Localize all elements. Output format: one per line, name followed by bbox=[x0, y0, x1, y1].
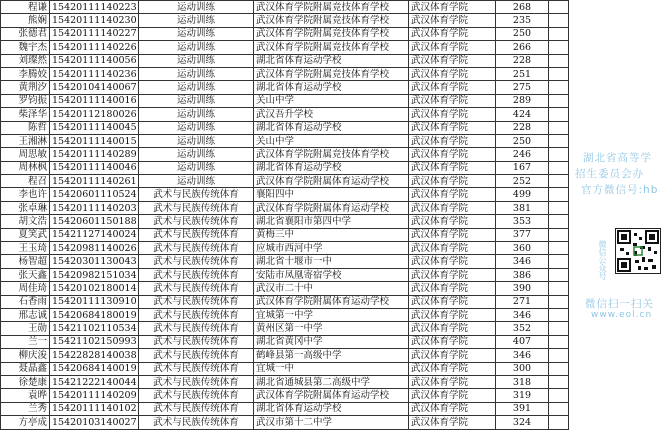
sport-program: 运动训练 bbox=[139, 161, 254, 174]
student-name: 王湘淋 bbox=[1, 134, 50, 147]
empty-cell bbox=[549, 255, 569, 268]
exam-number: 15420111140209 bbox=[50, 389, 139, 402]
sport-program: 武术与民族传统体育 bbox=[139, 228, 254, 241]
total-score: 268 bbox=[496, 1, 549, 14]
total-score: 391 bbox=[496, 402, 549, 415]
empty-cell bbox=[549, 148, 569, 161]
school-name: 湖北省体育运动学校 bbox=[254, 54, 409, 67]
exam-number: 15421127140024 bbox=[50, 228, 139, 241]
sport-program: 运动训练 bbox=[139, 121, 254, 134]
empty-cell bbox=[549, 402, 569, 415]
total-score: 167 bbox=[496, 161, 549, 174]
empty-cell bbox=[549, 362, 569, 375]
sport-program: 武术与民族传统体育 bbox=[139, 362, 254, 375]
sport-program: 武术与民族传统体育 bbox=[139, 255, 254, 268]
table-row bbox=[1, 416, 569, 429]
exam-site: 武汉体育学院 bbox=[409, 308, 496, 321]
student-name: 兰一 bbox=[1, 335, 50, 348]
exam-number: 15420111130910 bbox=[50, 295, 139, 308]
sport-program: 武术与民族传统体育 bbox=[139, 308, 254, 321]
student-name: 聂晶鑫 bbox=[1, 362, 50, 375]
exam-site: 武汉体育学院 bbox=[409, 295, 496, 308]
exam-site: 武汉体育学院 bbox=[409, 134, 496, 147]
sport-program: 运动训练 bbox=[139, 41, 254, 54]
student-name: 兰秀 bbox=[1, 402, 50, 415]
table-row bbox=[1, 255, 569, 268]
exam-number: 15420111140230 bbox=[50, 14, 139, 27]
exam-number: 15420112180026 bbox=[50, 108, 139, 121]
empty-cell bbox=[549, 335, 569, 348]
exam-number: 15420111140046 bbox=[50, 161, 139, 174]
school-name: 湖北省十堰市一中 bbox=[254, 255, 409, 268]
exam-number: 15421102110534 bbox=[50, 322, 139, 335]
table-row bbox=[1, 54, 569, 67]
school-name: 武汉体育学院附属体育运动学校 bbox=[254, 295, 409, 308]
table-row bbox=[1, 268, 569, 281]
table-row bbox=[1, 242, 569, 255]
empty-cell bbox=[549, 108, 569, 121]
school-name: 武汉体育学院附属竞技体育学校 bbox=[254, 41, 409, 54]
table-row bbox=[1, 349, 569, 362]
exam-number: 15420104140067 bbox=[50, 81, 139, 94]
sport-program: 武术与民族传统体育 bbox=[139, 349, 254, 362]
exam-number: 15420601110524 bbox=[50, 188, 139, 201]
total-score: 319 bbox=[496, 389, 549, 402]
sport-program: 武术与民族传统体育 bbox=[139, 416, 254, 429]
school-name: 湖北省体育运动学校 bbox=[254, 161, 409, 174]
school-name: 应城市西河中学 bbox=[254, 242, 409, 255]
sport-program: 运动训练 bbox=[139, 148, 254, 161]
student-name: 杨智超 bbox=[1, 255, 50, 268]
exam-site: 武汉体育学院 bbox=[409, 349, 496, 362]
table-row bbox=[1, 335, 569, 348]
exam-site: 武汉体育学院 bbox=[409, 255, 496, 268]
student-name: 李也许 bbox=[1, 188, 50, 201]
empty-cell bbox=[549, 81, 569, 94]
exam-site: 武汉体育学院 bbox=[409, 108, 496, 121]
empty-cell bbox=[549, 268, 569, 281]
sport-program: 武术与民族传统体育 bbox=[139, 375, 254, 388]
total-score: 289 bbox=[496, 94, 549, 107]
table-row bbox=[1, 201, 569, 214]
school-name: 黄州区第一中学 bbox=[254, 322, 409, 335]
school-name: 湖北省通城县第二高级中学 bbox=[254, 375, 409, 388]
total-score: 346 bbox=[496, 349, 549, 362]
table-row bbox=[1, 295, 569, 308]
exam-number: 15422828140038 bbox=[50, 349, 139, 362]
sport-program: 武术与民族传统体育 bbox=[139, 188, 254, 201]
exam-site: 武汉体育学院 bbox=[409, 94, 496, 107]
exam-site: 武汉体育学院 bbox=[409, 242, 496, 255]
empty-cell bbox=[549, 121, 569, 134]
exam-number: 15420103140027 bbox=[50, 416, 139, 429]
student-name: 柴泽华 bbox=[1, 108, 50, 121]
exam-number: 15420111140261 bbox=[50, 175, 139, 188]
student-name: 张卓琳 bbox=[1, 201, 50, 214]
watermark-line: www.eol.cn bbox=[591, 310, 653, 320]
student-name: 张天鑫 bbox=[1, 268, 50, 281]
empty-cell bbox=[549, 188, 569, 201]
exam-site: 武汉体育学院 bbox=[409, 14, 496, 27]
empty-cell bbox=[549, 322, 569, 335]
school-name: 宜城一中 bbox=[254, 362, 409, 375]
school-name: 黄梅三中 bbox=[254, 228, 409, 241]
exam-number: 15421102150993 bbox=[50, 335, 139, 348]
table-row bbox=[1, 14, 569, 27]
exam-site: 武汉体育学院 bbox=[409, 81, 496, 94]
qr-code-icon bbox=[615, 228, 661, 274]
total-score: 353 bbox=[496, 215, 549, 228]
sport-program: 运动训练 bbox=[139, 94, 254, 107]
total-score: 352 bbox=[496, 322, 549, 335]
exam-site: 武汉体育学院 bbox=[409, 175, 496, 188]
exam-site: 武汉体育学院 bbox=[409, 148, 496, 161]
total-score: 499 bbox=[496, 188, 549, 201]
table-row bbox=[1, 41, 569, 54]
exam-site: 武汉体育学院 bbox=[409, 322, 496, 335]
total-score: 318 bbox=[496, 375, 549, 388]
student-name: 李腾姣 bbox=[1, 67, 50, 80]
school-name: 湖北省襄阳市第四中学 bbox=[254, 215, 409, 228]
sport-program: 武术与民族传统体育 bbox=[139, 402, 254, 415]
total-score: 235 bbox=[496, 14, 549, 27]
table-row bbox=[1, 402, 569, 415]
table-row bbox=[1, 215, 569, 228]
total-score: 346 bbox=[496, 308, 549, 321]
exam-site: 武汉体育学院 bbox=[409, 389, 496, 402]
exam-number: 15420111140102 bbox=[50, 402, 139, 415]
sport-program: 武术与民族传统体育 bbox=[139, 268, 254, 281]
empty-cell bbox=[549, 295, 569, 308]
exam-number: 15420981140026 bbox=[50, 242, 139, 255]
exam-site: 武汉体育学院 bbox=[409, 121, 496, 134]
student-name: 袁晔 bbox=[1, 389, 50, 402]
table-row bbox=[1, 121, 569, 134]
table-row bbox=[1, 1, 569, 14]
school-name: 武汉吾升学校 bbox=[254, 108, 409, 121]
watermark-side-text: 微信公众号 bbox=[598, 240, 607, 280]
total-score: 407 bbox=[496, 335, 549, 348]
sport-program: 武术与民族传统体育 bbox=[139, 282, 254, 295]
total-score: 252 bbox=[496, 175, 549, 188]
school-name: 武汉体育学院附属竞技体育学校 bbox=[254, 1, 409, 14]
empty-cell bbox=[549, 41, 569, 54]
total-score: 228 bbox=[496, 121, 549, 134]
total-score: 271 bbox=[496, 295, 549, 308]
school-name: 湖北省体育运动学校 bbox=[254, 81, 409, 94]
exam-site: 武汉体育学院 bbox=[409, 27, 496, 40]
student-name: 胡文浩 bbox=[1, 215, 50, 228]
school-name: 湖北省黄冈中学 bbox=[254, 335, 409, 348]
watermark bbox=[575, 150, 671, 320]
empty-cell bbox=[549, 416, 569, 429]
school-name: 武汉体育学院附属竞技体育学校 bbox=[254, 27, 409, 40]
exam-number: 15420111140289 bbox=[50, 148, 139, 161]
sport-program: 武术与民族传统体育 bbox=[139, 335, 254, 348]
student-name: 周佳琦 bbox=[1, 282, 50, 295]
student-name: 周林枫 bbox=[1, 161, 50, 174]
empty-cell bbox=[549, 389, 569, 402]
table-row bbox=[1, 322, 569, 335]
exam-number: 15420111140236 bbox=[50, 67, 139, 80]
empty-cell bbox=[549, 175, 569, 188]
empty-cell bbox=[549, 14, 569, 27]
exam-site: 武汉体育学院 bbox=[409, 375, 496, 388]
school-name: 武汉体育学院附属体育运动学校 bbox=[254, 201, 409, 214]
empty-cell bbox=[549, 228, 569, 241]
total-score: 381 bbox=[496, 201, 549, 214]
student-name: 徐楚康 bbox=[1, 375, 50, 388]
student-name: 王玉琦 bbox=[1, 242, 50, 255]
school-name: 武汉市第十二中学 bbox=[254, 416, 409, 429]
exam-number: 15420982151034 bbox=[50, 268, 139, 281]
total-score: 386 bbox=[496, 268, 549, 281]
student-name: 周思敏 bbox=[1, 148, 50, 161]
table-row bbox=[1, 161, 569, 174]
table-row bbox=[1, 27, 569, 40]
table-row bbox=[1, 389, 569, 402]
empty-cell bbox=[549, 67, 569, 80]
student-name: 王勋 bbox=[1, 322, 50, 335]
student-name: 夏笑武 bbox=[1, 228, 50, 241]
empty-cell bbox=[549, 215, 569, 228]
sport-program: 运动训练 bbox=[139, 108, 254, 121]
watermark-line: 官方微信号:hb bbox=[581, 184, 659, 196]
table-row bbox=[1, 308, 569, 321]
sport-program: 运动训练 bbox=[139, 14, 254, 27]
total-score: 228 bbox=[496, 54, 549, 67]
sport-program: 武术与民族传统体育 bbox=[139, 201, 254, 214]
table-row bbox=[1, 148, 569, 161]
table-row bbox=[1, 188, 569, 201]
total-score: 346 bbox=[496, 255, 549, 268]
school-name: 关山中学 bbox=[254, 94, 409, 107]
sport-program: 武术与民族传统体育 bbox=[139, 389, 254, 402]
table-row bbox=[1, 228, 569, 241]
total-score: 424 bbox=[496, 108, 549, 121]
school-name: 武汉体育学院附属体育运动学校 bbox=[254, 175, 409, 188]
student-name: 陈哲 bbox=[1, 121, 50, 134]
total-score: 300 bbox=[496, 362, 549, 375]
school-name: 襄阳四中 bbox=[254, 188, 409, 201]
total-score: 377 bbox=[496, 228, 549, 241]
exam-site: 武汉体育学院 bbox=[409, 416, 496, 429]
school-name: 鹤峰县第一高级中学 bbox=[254, 349, 409, 362]
exam-number: 15420111140226 bbox=[50, 41, 139, 54]
school-name: 关山中学 bbox=[254, 134, 409, 147]
sport-program: 武术与民族传统体育 bbox=[139, 295, 254, 308]
exam-site: 武汉体育学院 bbox=[409, 215, 496, 228]
sport-program: 运动训练 bbox=[139, 67, 254, 80]
total-score: 250 bbox=[496, 27, 549, 40]
empty-cell bbox=[549, 94, 569, 107]
exam-site: 武汉体育学院 bbox=[409, 282, 496, 295]
student-name: 石香雨 bbox=[1, 295, 50, 308]
school-name: 武汉体育学院附属体育运动学校 bbox=[254, 389, 409, 402]
student-name: 罗钧振 bbox=[1, 94, 50, 107]
total-score: 246 bbox=[496, 148, 549, 161]
exam-site: 武汉体育学院 bbox=[409, 161, 496, 174]
exam-number: 15420111140223 bbox=[50, 1, 139, 14]
exam-number: 15420111140015 bbox=[50, 134, 139, 147]
student-name: 张德君 bbox=[1, 27, 50, 40]
table-row bbox=[1, 108, 569, 121]
empty-cell bbox=[549, 134, 569, 147]
sport-program: 运动训练 bbox=[139, 27, 254, 40]
exam-site: 武汉体育学院 bbox=[409, 54, 496, 67]
exam-number: 15420301130043 bbox=[50, 255, 139, 268]
exam-number: 15420111140203 bbox=[50, 201, 139, 214]
school-name: 湖北省体育运动学校 bbox=[254, 402, 409, 415]
school-name: 武汉体育学院附属竞技体育学校 bbox=[254, 14, 409, 27]
sport-program: 武术与民族传统体育 bbox=[139, 322, 254, 335]
empty-cell bbox=[549, 27, 569, 40]
empty-cell bbox=[549, 54, 569, 67]
table-row bbox=[1, 67, 569, 80]
school-name: 武汉体育学院附属竞技体育学校 bbox=[254, 148, 409, 161]
exam-site: 武汉体育学院 bbox=[409, 335, 496, 348]
student-name: 刘璨然 bbox=[1, 54, 50, 67]
exam-site: 武汉体育学院 bbox=[409, 41, 496, 54]
exam-number: 15420684140019 bbox=[50, 362, 139, 375]
exam-number: 15420111140016 bbox=[50, 94, 139, 107]
exam-number: 15420684180019 bbox=[50, 308, 139, 321]
school-name: 武汉体育学院附属竞技体育学校 bbox=[254, 67, 409, 80]
student-name: 程召 bbox=[1, 175, 50, 188]
total-score: 324 bbox=[496, 416, 549, 429]
exam-site: 武汉体育学院 bbox=[409, 67, 496, 80]
table-row bbox=[1, 282, 569, 295]
sport-program: 运动训练 bbox=[139, 175, 254, 188]
exam-site: 武汉体育学院 bbox=[409, 362, 496, 375]
sport-program: 运动训练 bbox=[139, 1, 254, 14]
student-name: 方亭成 bbox=[1, 416, 50, 429]
total-score: 250 bbox=[496, 134, 549, 147]
school-name: 武汉市二十中 bbox=[254, 282, 409, 295]
exam-number: 15420601150188 bbox=[50, 215, 139, 228]
watermark-line: 湖北省高等学 bbox=[583, 152, 652, 164]
student-name: 邢志诚 bbox=[1, 308, 50, 321]
student-name: 柳庆浚 bbox=[1, 349, 50, 362]
student-name: 熊娴 bbox=[1, 14, 50, 27]
exam-number: 15420111140045 bbox=[50, 121, 139, 134]
sport-program: 运动训练 bbox=[139, 54, 254, 67]
exam-number: 15421222140044 bbox=[50, 375, 139, 388]
empty-cell bbox=[549, 161, 569, 174]
sport-program: 武术与民族传统体育 bbox=[139, 242, 254, 255]
watermark-line: 微信扫一扫关 bbox=[585, 298, 654, 310]
exam-number: 15420102180014 bbox=[50, 282, 139, 295]
table-row bbox=[1, 175, 569, 188]
empty-cell bbox=[549, 242, 569, 255]
sport-program: 运动训练 bbox=[139, 134, 254, 147]
exam-number: 15420111140227 bbox=[50, 27, 139, 40]
exam-site: 武汉体育学院 bbox=[409, 402, 496, 415]
exam-site: 武汉体育学院 bbox=[409, 1, 496, 14]
total-score: 275 bbox=[496, 81, 549, 94]
total-score: 360 bbox=[496, 242, 549, 255]
total-score: 390 bbox=[496, 282, 549, 295]
sport-program: 武术与民族传统体育 bbox=[139, 215, 254, 228]
empty-cell bbox=[549, 1, 569, 14]
school-name: 湖北省体育运动学校 bbox=[254, 121, 409, 134]
empty-cell bbox=[549, 375, 569, 388]
empty-cell bbox=[549, 282, 569, 295]
student-name: 程谦 bbox=[1, 1, 50, 14]
total-score: 266 bbox=[496, 41, 549, 54]
exam-site: 武汉体育学院 bbox=[409, 201, 496, 214]
exam-site: 武汉体育学院 bbox=[409, 188, 496, 201]
watermark-line: 招生委员会办 bbox=[575, 168, 644, 180]
table-row bbox=[1, 134, 569, 147]
empty-cell bbox=[549, 201, 569, 214]
table-row bbox=[1, 375, 569, 388]
table-row bbox=[1, 81, 569, 94]
table-row bbox=[1, 362, 569, 375]
student-name: 魏宇杰 bbox=[1, 41, 50, 54]
school-name: 宜城第一中学 bbox=[254, 308, 409, 321]
total-score: 251 bbox=[496, 67, 549, 80]
student-name: 黄荆汐 bbox=[1, 81, 50, 94]
empty-cell bbox=[549, 349, 569, 362]
sport-program: 运动训练 bbox=[139, 81, 254, 94]
school-name: 安陆市凤凰寄宿学校 bbox=[254, 268, 409, 281]
exam-site: 武汉体育学院 bbox=[409, 268, 496, 281]
table-row bbox=[1, 94, 569, 107]
exam-site: 武汉体育学院 bbox=[409, 228, 496, 241]
empty-cell bbox=[549, 308, 569, 321]
exam-number: 15420111140056 bbox=[50, 54, 139, 67]
